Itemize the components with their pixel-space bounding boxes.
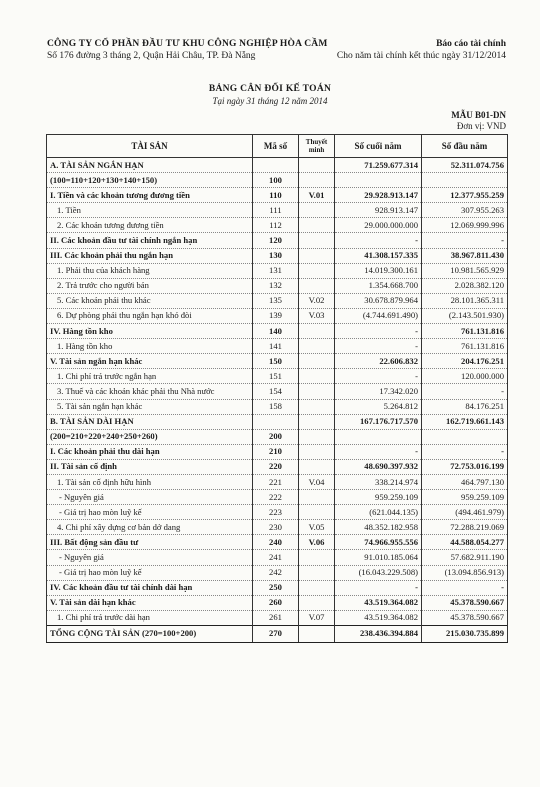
row-code: 260 xyxy=(253,595,299,610)
company-header xyxy=(47,38,328,62)
row-code: 261 xyxy=(253,610,299,625)
row-begin-value: (494.461.979) xyxy=(422,505,508,520)
table-row xyxy=(47,444,508,459)
row-end-value: 30.678.879.964 xyxy=(335,293,422,308)
row-note: V.05 xyxy=(299,520,335,535)
row-code: 220 xyxy=(253,459,299,474)
row-begin-value: 72.288.219.069 xyxy=(422,520,508,535)
row-note xyxy=(299,354,335,369)
row-label: II. Các khoản đầu tư tài chính ngắn hạn xyxy=(47,233,253,248)
row-note xyxy=(299,324,335,339)
row-begin-value: 52.311.074.756 xyxy=(422,158,508,173)
row-label: 2. Trả trước cho người bán xyxy=(47,278,253,293)
table-row xyxy=(47,173,508,188)
total-note xyxy=(299,625,335,642)
row-note xyxy=(299,414,335,429)
row-note xyxy=(299,158,335,173)
row-end-value: 928.913.147 xyxy=(335,203,422,218)
form-code: MẪU B01-DN xyxy=(451,110,506,120)
row-code: 154 xyxy=(253,384,299,399)
row-label: II. Tài sản cố định xyxy=(47,459,253,474)
table-row xyxy=(47,263,508,278)
row-end-value xyxy=(335,173,422,188)
row-end-value: - xyxy=(335,580,422,595)
page-subtitle: Tại ngày 31 tháng 12 năm 2014 xyxy=(212,96,328,106)
row-begin-value: 120.000.000 xyxy=(422,369,508,384)
row-label: 3. Thuế và các khoản khác phải thu Nhà nước xyxy=(47,384,253,399)
row-end-value: - xyxy=(335,339,422,354)
row-begin-value: 28.101.365.311 xyxy=(422,293,508,308)
row-label: 1. Chi phí trả trước ngắn hạn xyxy=(47,369,253,384)
row-label: - Nguyên giá xyxy=(47,550,253,565)
table-row xyxy=(47,399,508,414)
row-end-value: (16.043.229.508) xyxy=(335,565,422,580)
row-code: 140 xyxy=(253,324,299,339)
row-code: 222 xyxy=(253,490,299,505)
row-note xyxy=(299,369,335,384)
row-label: 5. Tài sản ngắn hạn khác xyxy=(47,399,253,414)
table-row xyxy=(47,429,508,444)
row-end-value: 43.519.364.082 xyxy=(335,595,422,610)
row-end-value: 29.000.000.000 xyxy=(335,218,422,233)
table-row xyxy=(47,233,508,248)
row-end-value: 14.019.300.161 xyxy=(335,263,422,278)
row-note xyxy=(299,565,335,580)
row-code: 132 xyxy=(253,278,299,293)
table-row xyxy=(47,293,508,308)
table-row xyxy=(47,324,508,339)
row-label: - Giá trị hao mòn luỹ kế xyxy=(47,505,253,520)
table-row xyxy=(47,580,508,595)
balance-sheet-table xyxy=(46,134,508,643)
table-row xyxy=(47,384,508,399)
row-code: 110 xyxy=(253,188,299,203)
row-note xyxy=(299,459,335,474)
row-end-value: 41.308.157.335 xyxy=(335,248,422,263)
row-end-value: 167.176.717.570 xyxy=(335,414,422,429)
row-end-value: 48.352.182.958 xyxy=(335,520,422,535)
row-end-value: - xyxy=(335,369,422,384)
row-end-value: 22.606.832 xyxy=(335,354,422,369)
row-end-value: 91.010.185.064 xyxy=(335,550,422,565)
company-name: CÔNG TY CỔ PHẦN ĐẦU TƯ KHU CÔNG NGHIỆP HÒA CẦM xyxy=(47,39,328,49)
row-note xyxy=(299,550,335,565)
table-row xyxy=(47,158,508,173)
row-note: V.01 xyxy=(299,188,335,203)
table-row xyxy=(47,218,508,233)
report-period: Cho năm tài chính kết thúc ngày 31/12/2014 xyxy=(336,51,506,61)
total-end: 238.436.394.884 xyxy=(335,625,422,642)
row-begin-value: 57.682.911.190 xyxy=(422,550,508,565)
row-note xyxy=(299,505,335,520)
table-row xyxy=(47,203,508,218)
table-body xyxy=(47,158,508,626)
table-row xyxy=(47,354,508,369)
row-code: 130 xyxy=(253,248,299,263)
row-begin-value: 44.588.054.277 xyxy=(422,535,508,550)
row-note xyxy=(299,278,335,293)
row-label: V. Tài sản dài hạn khác xyxy=(47,595,253,610)
row-label: A. TÀI SẢN NGẮN HẠN xyxy=(47,158,253,173)
total-row xyxy=(47,625,508,642)
row-end-value: 1.354.668.700 xyxy=(335,278,422,293)
row-code: 200 xyxy=(253,429,299,444)
row-end-value: - xyxy=(335,233,422,248)
row-code: 120 xyxy=(253,233,299,248)
row-note: V.04 xyxy=(299,474,335,489)
row-note xyxy=(299,339,335,354)
row-end-value: 48.690.397.932 xyxy=(335,459,422,474)
table-header-row xyxy=(47,135,508,158)
row-label: 5. Các khoản phải thu khác xyxy=(47,293,253,308)
row-code: 141 xyxy=(253,339,299,354)
row-note xyxy=(299,263,335,278)
row-end-value: - xyxy=(335,444,422,459)
row-end-value: 959.259.109 xyxy=(335,490,422,505)
row-label: 1. Hàng tồn kho xyxy=(47,339,253,354)
form-info xyxy=(451,110,506,132)
row-begin-value: 12.377.955.259 xyxy=(422,188,508,203)
row-code: 210 xyxy=(253,444,299,459)
row-begin-value: - xyxy=(422,384,508,399)
row-label: IV. Hàng tồn kho xyxy=(47,324,253,339)
table-row xyxy=(47,278,508,293)
table-row xyxy=(47,308,508,323)
table-row xyxy=(47,339,508,354)
row-end-value: (4.744.691.490) xyxy=(335,308,422,323)
row-begin-value: - xyxy=(422,233,508,248)
row-begin-value: 761.131.816 xyxy=(422,324,508,339)
table-row xyxy=(47,550,508,565)
row-code: 242 xyxy=(253,565,299,580)
table-row xyxy=(47,369,508,384)
table-row xyxy=(47,595,508,610)
row-note: V.02 xyxy=(299,293,335,308)
row-note xyxy=(299,233,335,248)
row-end-value: 17.342.020 xyxy=(335,384,422,399)
row-begin-value: 12.069.999.996 xyxy=(422,218,508,233)
row-label: (200=210+220+240+250+260) xyxy=(47,429,253,444)
row-code: 230 xyxy=(253,520,299,535)
row-label: 4. Chi phí xây dựng cơ bản dở dang xyxy=(47,520,253,535)
row-begin-value: 45.378.590.667 xyxy=(422,610,508,625)
row-code: 150 xyxy=(253,354,299,369)
row-note xyxy=(299,490,335,505)
row-note xyxy=(299,203,335,218)
row-begin-value: - xyxy=(422,444,508,459)
row-label: V. Tài sản ngắn hạn khác xyxy=(47,354,253,369)
row-label: III. Các khoản phải thu ngắn hạn xyxy=(47,248,253,263)
table-row xyxy=(47,565,508,580)
table-row xyxy=(47,535,508,550)
table-row xyxy=(47,414,508,429)
row-note xyxy=(299,399,335,414)
row-code: 241 xyxy=(253,550,299,565)
row-label: 1. Chi phí trả trước dài hạn xyxy=(47,610,253,625)
total-begin: 215.030.735.899 xyxy=(422,625,508,642)
row-code: 221 xyxy=(253,474,299,489)
table-row xyxy=(47,459,508,474)
row-code xyxy=(253,414,299,429)
row-label: 2. Các khoản tương đương tiền xyxy=(47,218,253,233)
row-begin-value: 464.797.130 xyxy=(422,474,508,489)
row-code: 240 xyxy=(253,535,299,550)
row-begin-value: 204.176.251 xyxy=(422,354,508,369)
col-header-code: Mã số xyxy=(253,135,299,158)
row-note: V.07 xyxy=(299,610,335,625)
report-header xyxy=(337,38,506,62)
row-end-value: 338.214.974 xyxy=(335,474,422,489)
table-row xyxy=(47,610,508,625)
row-note: V.03 xyxy=(299,308,335,323)
row-label: - Giá trị hao mòn luỹ kế xyxy=(47,565,253,580)
row-label: IV. Các khoản đầu tư tài chính dài hạn xyxy=(47,580,253,595)
row-code: 100 xyxy=(253,173,299,188)
row-end-value: 5.264.812 xyxy=(335,399,422,414)
row-end-value xyxy=(335,429,422,444)
row-label: 1. Phải thu của khách hàng xyxy=(47,263,253,278)
row-note xyxy=(299,595,335,610)
row-end-value: (621.044.135) xyxy=(335,505,422,520)
col-header-note: Thuyết minh xyxy=(299,135,335,158)
row-begin-value: 45.378.590.667 xyxy=(422,595,508,610)
row-begin-value: (13.094.856.913) xyxy=(422,565,508,580)
row-begin-value: 761.131.816 xyxy=(422,339,508,354)
row-begin-value: (2.143.501.930) xyxy=(422,308,508,323)
total-label: TỔNG CỘNG TÀI SẢN (270=100+200) xyxy=(47,625,253,642)
row-code: 158 xyxy=(253,399,299,414)
row-note xyxy=(299,429,335,444)
row-begin-value: 2.028.382.120 xyxy=(422,278,508,293)
row-code: 131 xyxy=(253,263,299,278)
row-code: 112 xyxy=(253,218,299,233)
row-note: V.06 xyxy=(299,535,335,550)
row-label: (100=110+120+130+140+150) xyxy=(47,173,253,188)
row-note xyxy=(299,384,335,399)
row-begin-value: - xyxy=(422,580,508,595)
row-label: I. Tiền và các khoản tương đương tiền xyxy=(47,188,253,203)
row-code: 111 xyxy=(253,203,299,218)
row-code: 151 xyxy=(253,369,299,384)
table-row xyxy=(47,188,508,203)
report-type: Báo cáo tài chính xyxy=(436,39,506,49)
row-begin-value: 959.259.109 xyxy=(422,490,508,505)
row-label: - Nguyên giá xyxy=(47,490,253,505)
row-end-value: 71.259.677.314 xyxy=(335,158,422,173)
total-code: 270 xyxy=(253,625,299,642)
row-code: 139 xyxy=(253,308,299,323)
col-header-begin: Số đầu năm xyxy=(422,135,508,158)
company-address: Số 176 đường 3 tháng 2, Quận Hải Châu, TP. Đà Nẵng xyxy=(47,51,256,61)
table-row xyxy=(47,505,508,520)
row-end-value: 74.966.955.556 xyxy=(335,535,422,550)
table-row xyxy=(47,520,508,535)
col-header-asset: TÀI SẢN xyxy=(47,135,253,158)
row-label: III. Bất động sản đầu tư xyxy=(47,535,253,550)
row-code xyxy=(253,158,299,173)
row-label: 6. Dự phòng phải thu ngắn hạn khó đòi xyxy=(47,308,253,323)
currency-unit: Đơn vị: VND xyxy=(456,121,506,131)
row-note xyxy=(299,173,335,188)
row-code: 250 xyxy=(253,580,299,595)
row-label: I. Các khoản phải thu dài hạn xyxy=(47,444,253,459)
row-begin-value xyxy=(422,173,508,188)
row-end-value: - xyxy=(335,324,422,339)
row-begin-value: 72.753.016.199 xyxy=(422,459,508,474)
page-title: BẢNG CÂN ĐỐI KẾ TOÁN xyxy=(208,84,332,94)
row-label: 1. Tiền xyxy=(47,203,253,218)
table-row xyxy=(47,474,508,489)
table-row xyxy=(47,490,508,505)
row-begin-value: 307.955.263 xyxy=(422,203,508,218)
row-note xyxy=(299,580,335,595)
row-end-value: 43.519.364.082 xyxy=(335,610,422,625)
row-note xyxy=(299,248,335,263)
row-begin-value: 38.967.811.430 xyxy=(422,248,508,263)
row-code: 135 xyxy=(253,293,299,308)
row-begin-value: 162.719.661.143 xyxy=(422,414,508,429)
row-begin-value: 10.981.565.929 xyxy=(422,263,508,278)
row-end-value: 29.928.913.147 xyxy=(335,188,422,203)
col-header-end: Số cuối năm xyxy=(335,135,422,158)
row-note xyxy=(299,444,335,459)
table-row xyxy=(47,248,508,263)
row-label: B. TÀI SẢN DÀI HẠN xyxy=(47,414,253,429)
row-code: 223 xyxy=(253,505,299,520)
row-begin-value xyxy=(422,429,508,444)
row-note xyxy=(299,218,335,233)
row-begin-value: 84.176.251 xyxy=(422,399,508,414)
row-label: 1. Tài sản cố định hữu hình xyxy=(47,474,253,489)
